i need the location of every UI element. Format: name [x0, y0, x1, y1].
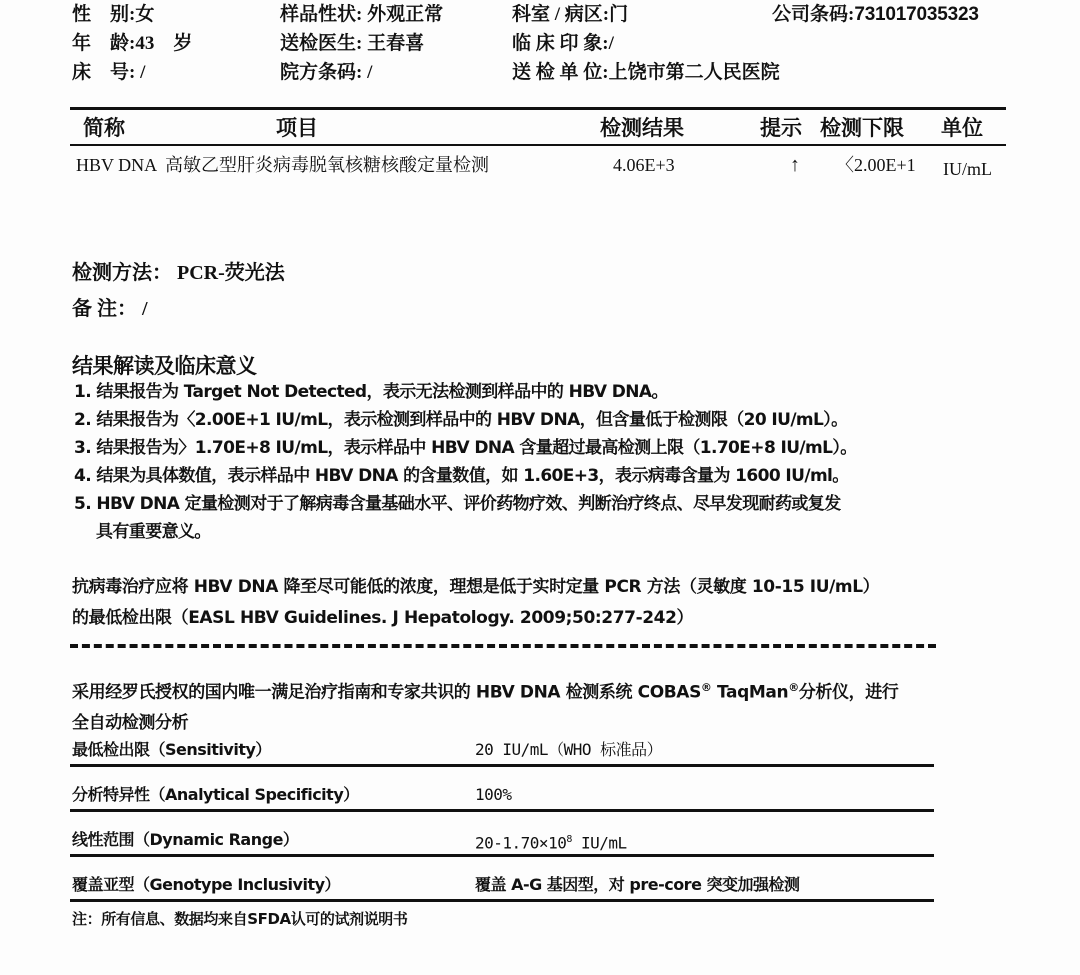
cell-item: 高敏乙型肝炎病毒脱氧核糖核酸定量检测 [165, 155, 489, 175]
cell-unit: IU/mL [943, 159, 992, 179]
cobas-text-a: 采用经罗氏授权的国内唯一满足治疗指南和专家共识的 HBV DNA 检测系统 COBAS [72, 682, 701, 703]
field-gender: 性 别:女 [72, 4, 155, 25]
assay-specifications [0, 738, 1080, 918]
field-age: 年 龄:43 岁 [72, 33, 193, 54]
spec-row-dynamic-range [0, 828, 1080, 873]
field-bed-number: 床 号: / [72, 62, 146, 83]
spec-underline [70, 854, 934, 857]
info-row [0, 58, 1080, 87]
spec-value: 20 IU/mL（WHO 标准品） [475, 740, 663, 759]
easl-line-2: 的最低检出限（EASL HBV Guidelines. J Hepatology. 2009;50:277-242） [72, 608, 694, 628]
cobas-line-2: 全自动检测分析 [72, 712, 189, 733]
interpretation-list [74, 378, 1014, 546]
table-top-border [70, 107, 1006, 110]
column-header-unit: 单位 [941, 116, 983, 140]
column-header-abbr: 简称 [83, 116, 125, 140]
footer-note: 注：所有信息、数据均来自SFDA认可的试剂说明书 [72, 910, 408, 928]
cell-result: 4.06E+3 [613, 155, 675, 175]
spec-value-prefix: 20-1.70×10 [475, 833, 567, 853]
trademark-icon: ® [788, 681, 799, 694]
spec-value: 100% [475, 785, 512, 804]
high-flag-icon: ↑ [790, 154, 800, 176]
info-row [0, 29, 1080, 58]
cell-lower-limit: 〈2.00E+1 [836, 155, 916, 175]
cell-abbr: HBV DNA [76, 155, 158, 175]
field-hospital-barcode: 院方条码: / [280, 62, 373, 83]
list-item: 3. 结果报告为〉1.70E+8 IU/mL，表示样品中 HBV DNA 含量超过最高检测上限（1.70E+8 IU/mL）。 [74, 438, 857, 458]
interpretation-title: 结果解读及临床意义 [72, 354, 257, 378]
spec-label: 分析特异性（Analytical Specificity） [72, 785, 359, 804]
field-submitting-institution: 送 检 单 位:上饶市第二人民医院 [512, 62, 780, 83]
list-item: 1. 结果报告为 Target Not Detected，表示无法检测到样品中的 HBV DNA。 [74, 382, 668, 402]
spec-value: 覆盖 A-G 基因型，对 pre-core 突变加强检测 [475, 875, 800, 894]
table-header-border [70, 144, 1006, 146]
list-item [74, 490, 1014, 546]
spec-underline [70, 809, 934, 812]
cobas-platform-note [72, 673, 1022, 738]
spec-label: 最低检出限（Sensitivity） [72, 740, 271, 759]
column-header-flag: 提示 [760, 116, 802, 140]
field-ordering-doctor: 送检医生: 王春喜 [280, 33, 425, 54]
field-department-ward: 科室 / 病区:门 [512, 4, 629, 25]
spec-value [475, 828, 627, 855]
spec-row-analytical-specificity [0, 783, 1080, 828]
column-header-lower-limit: 检测下限 [820, 116, 904, 140]
spec-label: 线性范围（Dynamic Range） [72, 830, 299, 849]
trademark-icon: ® [700, 681, 712, 694]
remark: 备 注： / [72, 298, 148, 320]
cobas-text-b: TaqMan [711, 682, 789, 703]
easl-line-1: 抗病毒治疗应将 HBV DNA 降至尽可能低的浓度，理想是低于实时定量 PCR 方法（灵敏度 10-15 IU/mL） [72, 577, 880, 597]
section-divider [70, 644, 936, 648]
column-header-result: 检测结果 [600, 116, 684, 140]
spec-underline [70, 899, 934, 902]
list-item-continuation: 具有重要意义。 [96, 522, 211, 542]
table-row [0, 150, 1080, 180]
spec-underline [70, 764, 934, 767]
info-row [0, 0, 1080, 29]
detection-method: 检测方法： PCR-荧光法 [72, 262, 285, 284]
spec-value-exponent: 8 [566, 834, 572, 845]
cobas-text-c: 分析仪，进行 [798, 682, 899, 703]
list-item: 4. 结果为具体数值，表示样品中 HBV DNA 的含量数值，如 1.60E+3，表示病毒含量为 1600 IU/ml。 [74, 466, 849, 486]
spec-value-suffix: IU/mL [571, 833, 627, 853]
spec-row-sensitivity [0, 738, 1080, 783]
column-header-item: 项目 [276, 116, 318, 140]
list-item: 2. 结果报告为〈2.00E+1 IU/mL，表示检测到样品中的 HBV DNA，但含量低于检测限（20 IU/mL）。 [74, 410, 848, 430]
field-clinical-impression: 临 床 印 象:/ [512, 33, 614, 54]
results-table-header [0, 113, 1080, 143]
easl-guideline-note [72, 572, 1012, 634]
list-item-line: 5. HBV DNA 定量检测对于了解病毒含量基础水平、评价药物疗效、判断治疗终点、尽早发现耐药或复发 [74, 494, 841, 514]
company-barcode-value: 731017035323 [854, 4, 979, 25]
cobas-line-1 [72, 673, 1022, 708]
field-company-barcode: 公司条码:731017035323 [772, 4, 979, 25]
field-sample-appearance: 样品性状: 外观正常 [280, 4, 444, 25]
spec-label: 覆盖亚型（Genotype Inclusivity） [72, 875, 341, 894]
